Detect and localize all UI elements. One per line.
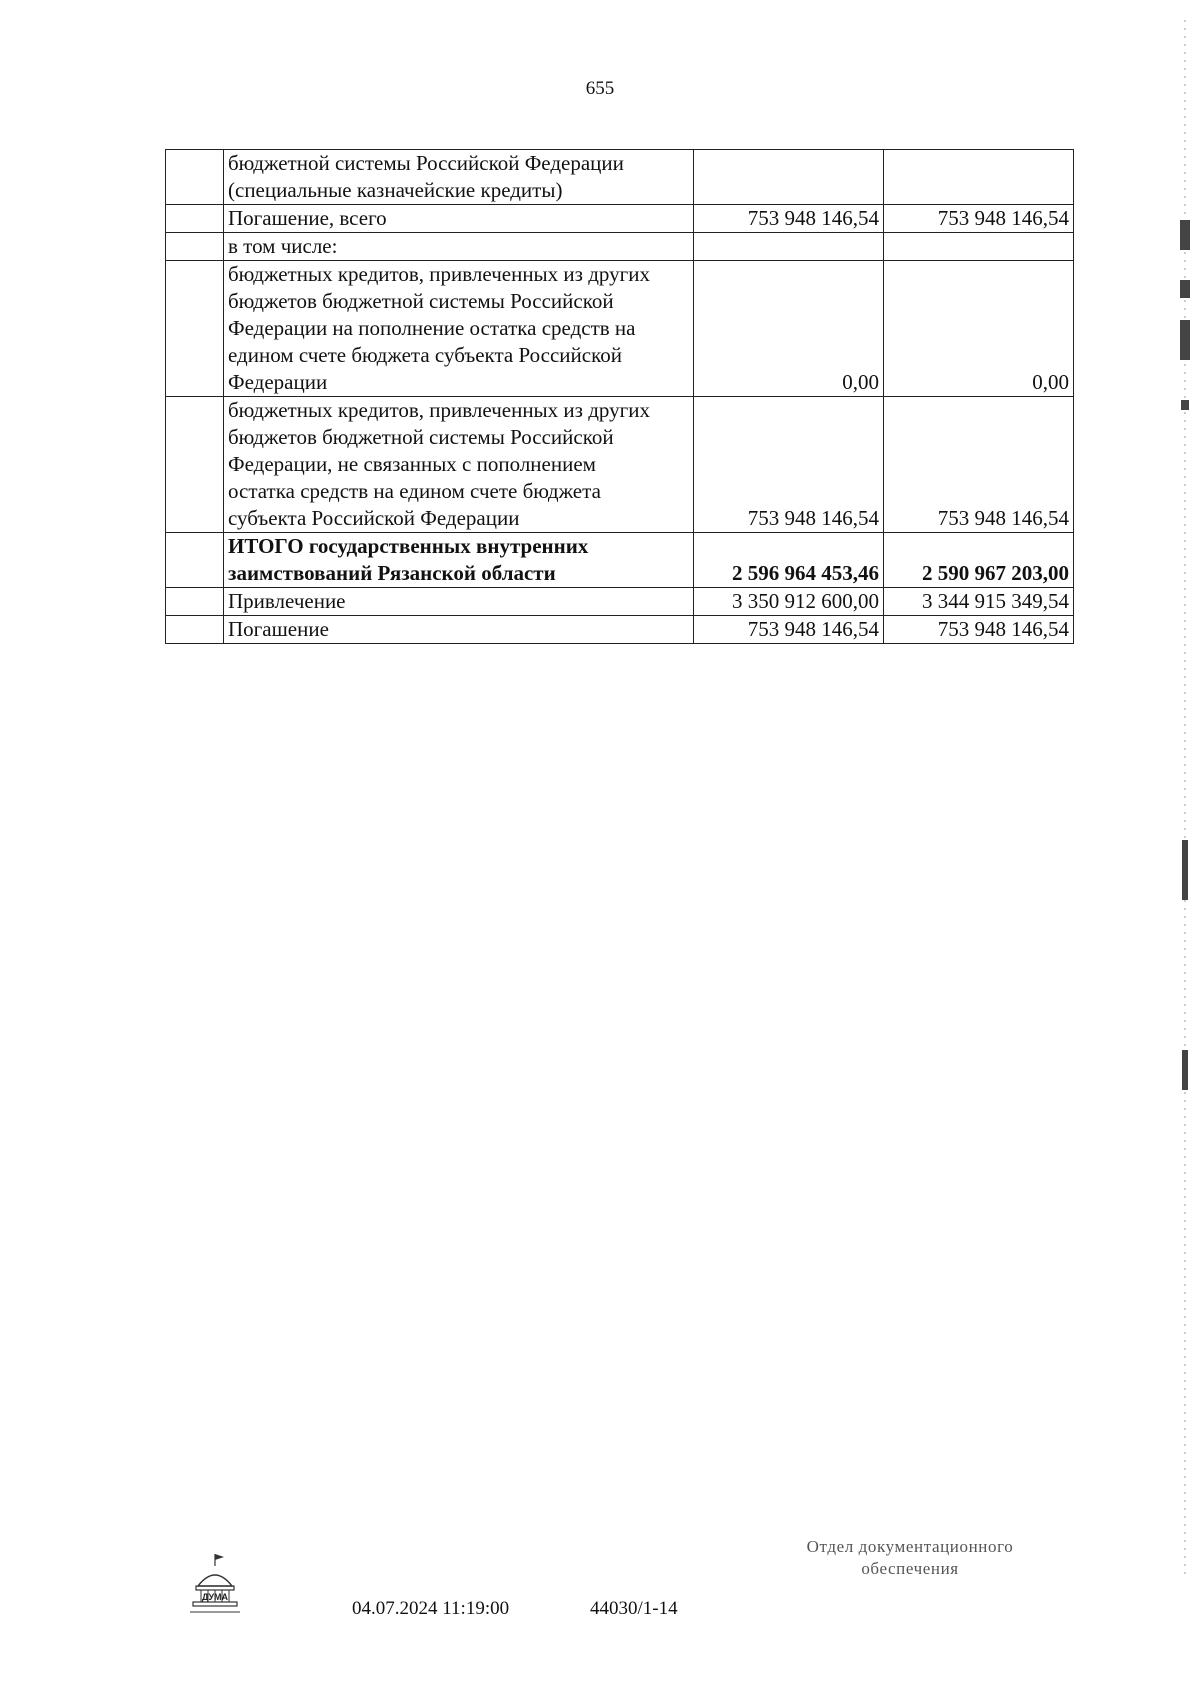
description-line: заимствований Рязанской области [228,561,556,585]
value-col-1 [694,150,884,205]
row-number-cell [166,205,224,233]
row-description [224,205,694,233]
description-line: ИТОГО государственных внутренних [228,534,589,558]
description-line: Привлечение [228,589,346,613]
value-col-1: 753 948 146,54 [694,205,884,233]
value-col-1: 753 948 146,54 [694,397,884,533]
scan-edge-marks [1178,20,1192,1580]
duma-logo [188,1552,242,1616]
row-number-cell [166,261,224,397]
table-row [166,397,1074,533]
department-stamp [760,1536,1060,1580]
row-number-cell [166,533,224,588]
description-line: бюджетов бюджетной системы Российской [228,289,614,313]
logo-text: ДУМА [201,1592,229,1602]
stamp-line-2: обеспечения [861,1559,959,1578]
table-row [166,150,1074,205]
value-col-1: 3 350 912 600,00 [694,588,884,616]
row-description [224,616,694,644]
table-row [166,616,1074,644]
description-line: бюджетов бюджетной системы Российской [228,425,614,449]
table-row [166,233,1074,261]
row-number-cell [166,233,224,261]
description-line: в том числе: [228,234,338,258]
row-description [224,233,694,261]
description-line: едином счете бюджета субъекта Российской [228,343,622,367]
row-description [224,397,694,533]
description-line: бюджетных кредитов, привлеченных из других [228,262,650,286]
value-col-2: 3 344 915 349,54 [884,588,1074,616]
table-row [166,533,1074,588]
table-row [166,588,1074,616]
value-col-2 [884,233,1074,261]
value-col-2: 753 948 146,54 [884,205,1074,233]
description-line: Погашение [228,617,329,641]
row-number-cell [166,150,224,205]
description-line: субъекта Российской Федерации [228,506,520,530]
description-line: Погашение, всего [228,206,387,230]
description-line: бюджетных кредитов, привлеченных из других [228,398,650,422]
stamp-line-1: Отдел документационного [806,1537,1014,1556]
table-row [166,205,1074,233]
page-number: 655 [585,78,615,99]
value-col-1 [694,233,884,261]
footer-doc-code: 44030/1-14 [590,1598,678,1619]
description-line: бюджетной системы Российской Федерации [228,151,624,175]
row-number-cell [166,588,224,616]
row-description [224,533,694,588]
value-col-2 [884,150,1074,205]
value-col-1: 2 596 964 453,46 [694,533,884,588]
description-line: Федерации, не связанных с пополнением [228,452,596,476]
value-col-1: 753 948 146,54 [694,616,884,644]
value-col-2: 2 590 967 203,00 [884,533,1074,588]
row-number-cell [166,616,224,644]
row-number-cell [166,397,224,533]
value-col-2: 753 948 146,54 [884,616,1074,644]
borrowings-table [165,149,1074,644]
row-description [224,150,694,205]
footer-datetime: 04.07.2024 11:19:00 [352,1598,510,1619]
description-line: Федерации [228,370,328,394]
description-line: остатка средств на едином счете бюджета [228,479,601,503]
row-description [224,261,694,397]
value-col-2: 753 948 146,54 [884,397,1074,533]
row-description [224,588,694,616]
value-col-1: 0,00 [694,261,884,397]
description-line: Федерации на пополнение остатка средств на [228,316,636,340]
description-line: (специальные казначейские кредиты) [228,178,563,202]
table-row [166,261,1074,397]
value-col-2: 0,00 [884,261,1074,397]
